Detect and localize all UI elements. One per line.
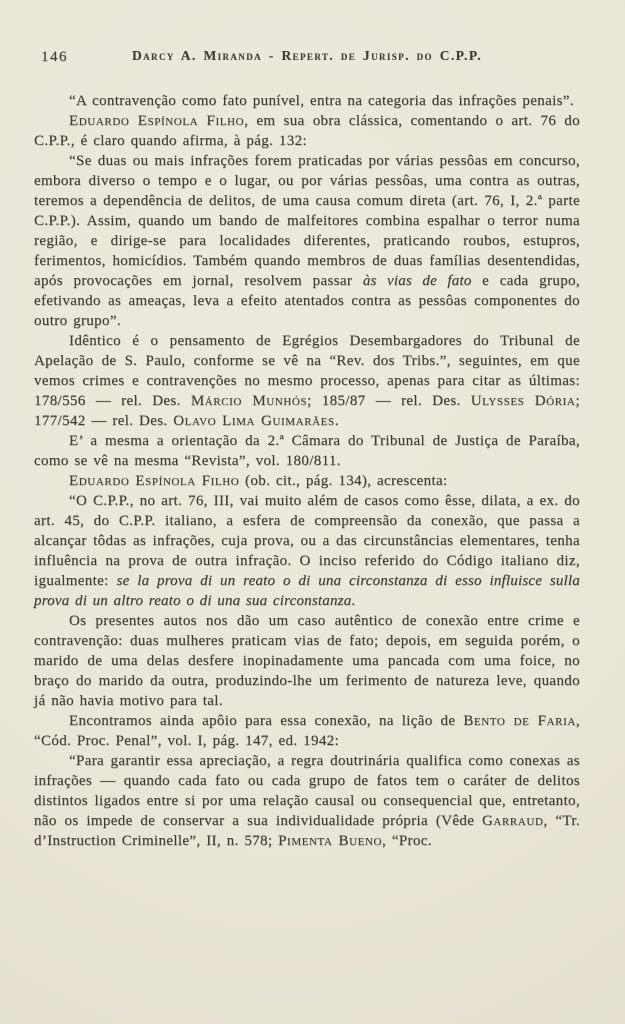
running-title: Darcy A. Miranda - Repert. de Jurisp. do C.P.P. <box>132 48 482 63</box>
page-number: 146 <box>41 49 68 65</box>
text-run: , em sua obra clássica, comentando o art. 76 do C.P.P., é claro quando afirma, à pág. 132: <box>34 113 581 149</box>
smallcaps-name: Garraud <box>482 813 544 829</box>
text-run: Idêntico é o pensamento de Egrégios Desembargadores do Tribunal de Apelação de S. Paulo, conforme se vê na “Rev. dos Tribs.”, seguintes, em que vemos crimes e contravenções no mesmo processo, apenas para citar as últimas: 178/556 — rel. Des. <box>34 333 580 409</box>
text-run: “Se duas ou mais infrações forem praticadas por várias pessôas em concurso, embora diverso o tempo e o lugar, ou por várias pessôas, uma contra as outras, teremos a dependência de delitos, de uma causa comum direta (art. 76, I, 2.ª parte C.P.P.). Assim, quando um bando de malfeitores combina espalhar o terror numa região, e dirige-se para localidades diferentes, praticando roubos, estupros, ferimentos, homicídios. Também quando membros de duas famílias desentendidas, após provocações em jornal, resolvem passar <box>34 153 580 289</box>
text-run: “O C.P.P., no art. 76, III, vai muito além de casos como êsse, dilata, a ex. do art. 45, do C.P.P. italiano, a esfera de compreensão da conexão, que passa a alcançar tôdas as infrações, cuja prova, ou a das circunstâncias elementares, tenha influência na prova de outra infração. O inciso referido do Código italiano diz, igualmente: <box>34 493 580 589</box>
text-run: “Para garantir essa apreciação, a regra doutrinária qualifica como conexas as infrações — quando cada fato ou cada grupo de fatos tem o caráter de delitos distintos ligados entre si por uma relação causal ou consequencial que, entretanto, não os impede de conservar a sua individualidade própria (Vêde <box>34 753 580 829</box>
paragraph-2 <box>34 111 580 151</box>
running-head <box>34 48 580 66</box>
smallcaps-name: Bento de Faria <box>463 713 576 729</box>
text-run: (ob. cit., pág. 134), acrescenta: <box>239 473 448 489</box>
text-run: , “Proc. <box>382 833 432 849</box>
italic-run: às vias de fato <box>362 273 472 289</box>
paragraph-8 <box>34 611 580 711</box>
paragraph-1 <box>34 91 580 111</box>
smallcaps-name: Eduardo Espínola Filho <box>69 113 245 129</box>
text-run: E’ a mesma a orientação da 2.ª Câmara do Tribunal de Justiça de Paraíba, como se vê na mesma “Revista”, vol. 180/811. <box>34 433 580 469</box>
text-run: , “Tr. d’Instruction Criminelle”, II, n. 578; <box>34 813 580 849</box>
paragraph-5 <box>34 431 580 471</box>
smallcaps-name: Ulysses Dória <box>470 393 576 409</box>
smallcaps-name: Márcio Munhós <box>190 393 308 409</box>
text-run: Os presentes autos nos dão um caso autêntico de conexão entre crime e contravenção: duas mulheres praticam vias de fato; depois, em seguida porém, o marido de uma delas desfere inopinadamente uma pancada com uma foice, no braço do marido da outra, produzindo-lhe um ferimento de natureza leve, quando já não havia motivo para tal. <box>34 613 580 709</box>
paragraph-3 <box>34 151 580 331</box>
paragraph-10 <box>34 751 580 851</box>
smallcaps-name: Olavo Lima Guimarães <box>173 413 335 429</box>
text-run: , “Cód. Proc. Penal”, vol. I, pág. 147, ed. 1942: <box>34 713 580 749</box>
page-body <box>34 91 580 851</box>
text-run: . <box>351 593 356 609</box>
text-run: Encontramos ainda apôio para essa conexão, na lição de <box>69 713 464 729</box>
smallcaps-name: Pimenta Bueno <box>278 833 383 849</box>
smallcaps-name: Eduardo Espínola Filho <box>69 473 240 489</box>
paragraph-4 <box>34 331 580 431</box>
text-run: ; 177/542 — rel. Des. <box>34 393 580 429</box>
paragraph-7 <box>34 491 580 611</box>
text-run: e cada grupo, efetivando as ameaças, leva a efeito atentados contra as pessôas componentes do outro grupo”. <box>34 273 580 329</box>
paragraph-9 <box>34 711 580 751</box>
paragraph-6 <box>34 471 580 491</box>
italic-run: se la prova di un reato o di una circonstanza di esso influisce sulla prova di un altro reato o di una sua circonstanza <box>34 573 580 609</box>
text-run: ; 185/87 — rel. Des. <box>307 393 471 409</box>
text-run: . <box>334 413 339 429</box>
text-run: “A contravenção como fato punível, entra na categoria das infrações penais”. <box>69 93 574 109</box>
